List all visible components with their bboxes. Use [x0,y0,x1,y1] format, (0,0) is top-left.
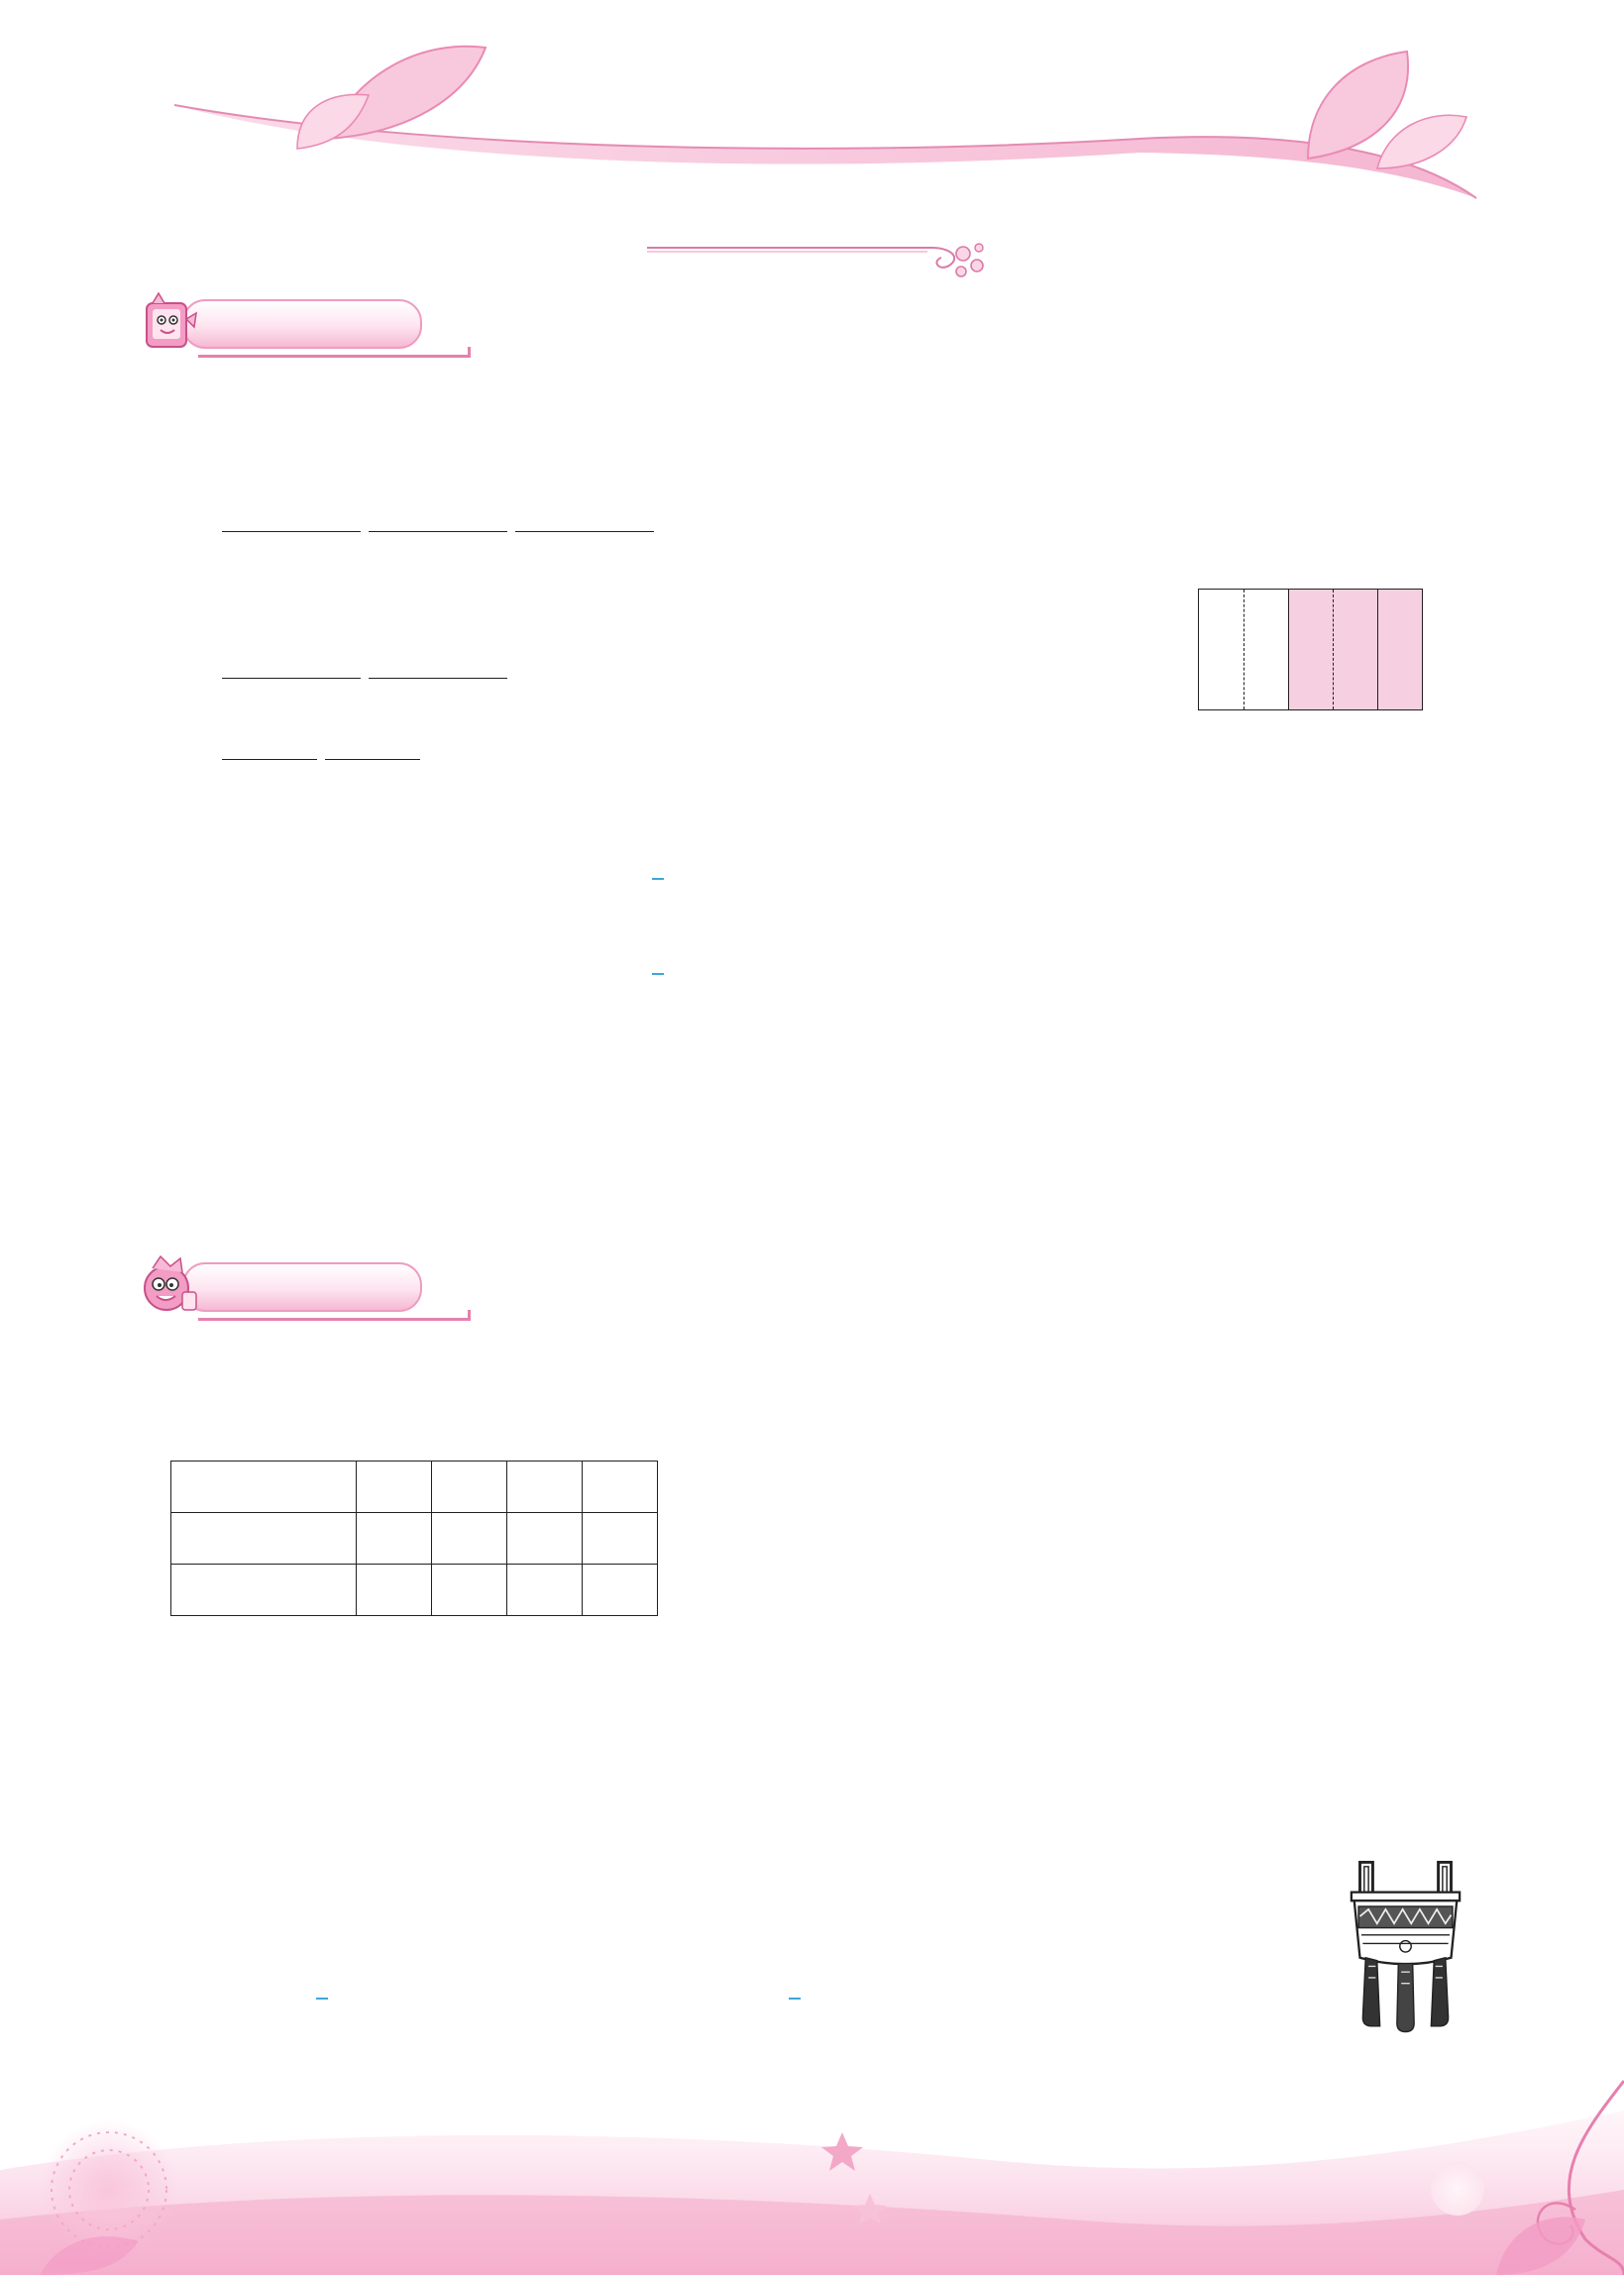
table-answer-cell [432,1565,507,1616]
divider-line [1288,590,1289,709]
fraction-blank [222,531,361,532]
question-2-answer-b [648,936,668,1012]
divider-line [1244,590,1245,709]
badge-pill [182,299,422,349]
leaf-decoration [40,2236,139,2275]
question-1-part-2-answers [218,640,511,715]
table-header-row [171,1462,658,1513]
question-1-part-1-text [171,435,1490,475]
formula-fraction [652,878,664,880]
table-header [507,1462,583,1513]
cartoon-book-icon [139,289,200,355]
question-4-text [141,1348,1490,1387]
formula-fraction [652,973,664,975]
question-3-text [141,1027,1490,1066]
divider-line [1377,590,1378,709]
section-badge-practice [139,289,476,359]
field-diagram [1198,589,1423,710]
water-usage-table [170,1461,658,1616]
fraction-blank [222,678,361,679]
table-header [357,1462,432,1513]
page-title [0,191,1624,231]
title-underline [634,234,1011,283]
badge-pill [182,1262,422,1312]
table-cell [507,1513,583,1565]
answer-blank [325,759,420,760]
leaf-decoration [1308,52,1408,159]
divider-line [1333,590,1334,709]
table-answer-cell [357,1565,432,1616]
fraction-blank [369,531,507,532]
formula-fraction [316,1998,328,2000]
table-answer-cell [583,1565,658,1616]
cartoon-face-icon [139,1252,200,1318]
page-number [1431,2162,1484,2216]
question-2-answer-a [648,841,668,917]
bottom-decoration [0,2061,1624,2275]
question-1-part-2-fill-line [218,731,424,771]
pink-swoosh [174,105,1476,198]
leaf-decoration [1496,2217,1585,2275]
table-cell [432,1513,507,1565]
table-cell [357,1513,432,1565]
formula-fraction [789,1998,801,2000]
question-1-part-2-text [171,581,1068,620]
table-header [583,1462,658,1513]
star-decoration [853,2194,887,2224]
soybean-area [1289,590,1422,709]
question-1-part-1-answers [218,493,658,569]
answer-blank [222,759,317,760]
top-decoration [0,0,1624,337]
row-label [171,1565,357,1616]
question-5-text [141,1634,1490,1674]
table-row [171,1513,658,1565]
table-cell [583,1513,658,1565]
question-6-text [141,1853,1320,1893]
question-6-answer-b [785,1961,805,2036]
bronze-ding-illustration [1349,1858,1462,2036]
fraction-blank [369,678,507,679]
section-badge-improve [139,1252,476,1322]
leaf-decoration [327,47,486,139]
table-answer-cell [507,1565,583,1616]
question-6-answer-a [312,1961,332,2036]
fraction-blank [515,531,654,532]
table-row [171,1565,658,1616]
table-header [171,1462,357,1513]
table-header [432,1462,507,1513]
star-decoration [821,2132,863,2171]
row-label [171,1513,357,1565]
